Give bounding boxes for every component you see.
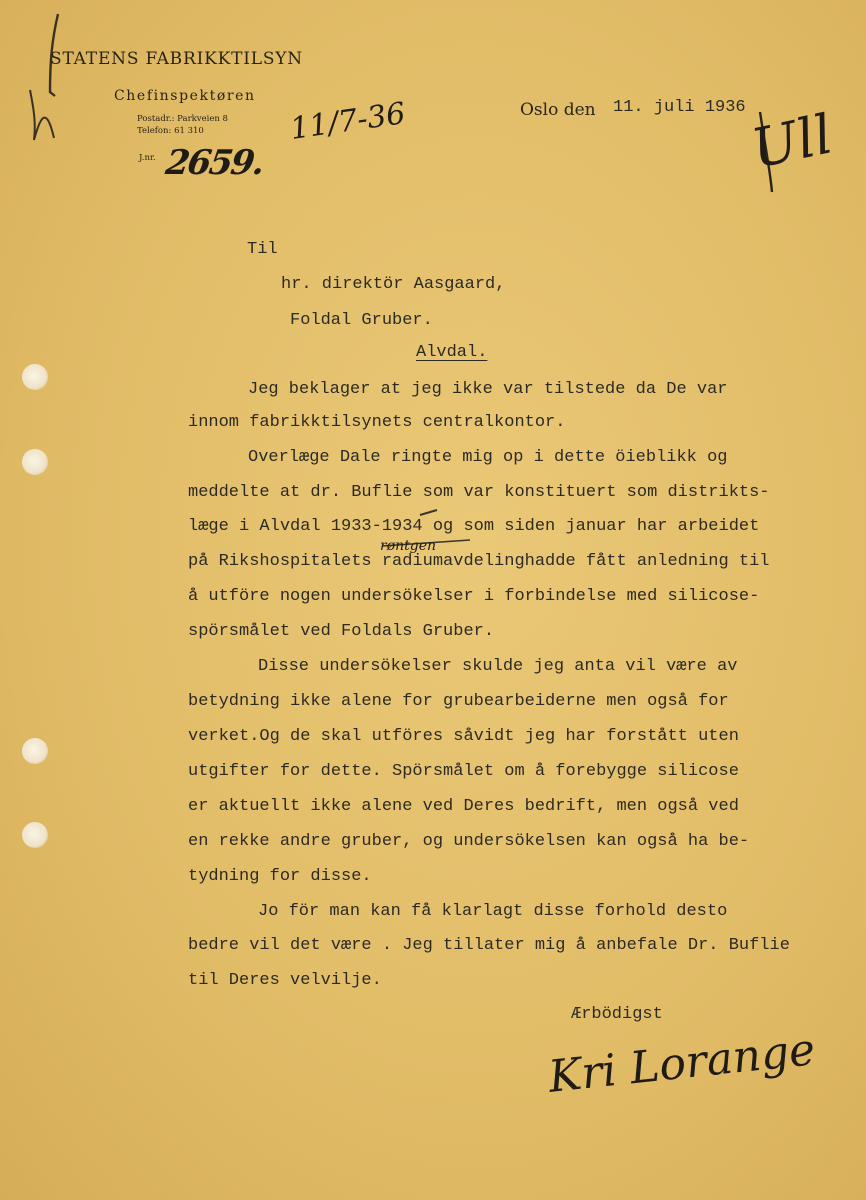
closing: Ærbödigst (571, 1005, 663, 1024)
contact-block (137, 113, 228, 137)
body-line: en rekke andre gruber, og undersökelsen kan også ha be- (188, 832, 750, 851)
margin-initials: Ull (746, 102, 838, 181)
recipient-line: hr. direktör Aasgaard, (281, 275, 506, 294)
body-line: Overlæge Dale ringte mig op i dette öieblikk og (248, 448, 728, 467)
organization-name: STATENS FABRIKKTILSYN (50, 49, 303, 69)
recipient-line: Alvdal. (416, 343, 488, 362)
body-line: betydning ikke alene for grubearbeiderne men også for (188, 692, 729, 711)
letter-date: 11. juli 1936 (613, 98, 746, 117)
body-line: til Deres velvilje. (188, 971, 382, 990)
body-line: er aktuellt ikke alene ved Deres bedrift, men også ved (188, 797, 739, 816)
body-line: læge i Alvdal 1933-1934 og som siden januar har arbeidet (188, 517, 760, 536)
body-line: utgifter for dette. Spörsmålet om å forebygge silicose (188, 762, 739, 781)
body-line: Jo för man kan få klarlagt disse forhold desto (258, 902, 728, 921)
handwritten-correction: røntgen (380, 538, 437, 554)
journal-number: 2659. (163, 143, 266, 183)
body-line: innom fabrikktilsynets centralkontor. (188, 413, 566, 432)
body-line: å utföre nogen undersökelser i forbindelse med silicose- (188, 587, 760, 606)
recipient-line: Foldal Gruber. (290, 311, 433, 330)
place-date-prefix: Oslo den (520, 100, 596, 120)
department-name: Chefinspektøren (114, 88, 256, 104)
telephone: Telefon: 61 310 (137, 126, 204, 136)
body-line: spörsmålet ved Foldals Gruber. (188, 622, 495, 641)
body-line: Jeg beklager at jeg ikke var tilstede da De var (248, 380, 728, 399)
body-line: meddelte at dr. Buflie som var konstituert som distrikts- (188, 483, 770, 502)
recipient-line: Til (247, 240, 278, 259)
journal-label: J.nr. (139, 153, 156, 163)
received-date-note: 11/7-36 (288, 96, 408, 147)
body-line: bedre vil det være . Jeg tillater mig å anbefale Dr. Buflie (188, 936, 790, 955)
body-line: på Rikshospitalets radiumavdelinghadde fått anledning til (188, 552, 770, 571)
body-line: Disse undersökelser skulde jeg anta vil være av (258, 657, 738, 676)
postal-address: Postadr.: Parkveien 8 (137, 114, 228, 124)
signature: Kri Lorange (546, 1024, 818, 1103)
body-line: tydning for disse. (188, 867, 372, 886)
body-line: verket.Og de skal utföres såvidt jeg har forstått uten (188, 727, 739, 746)
